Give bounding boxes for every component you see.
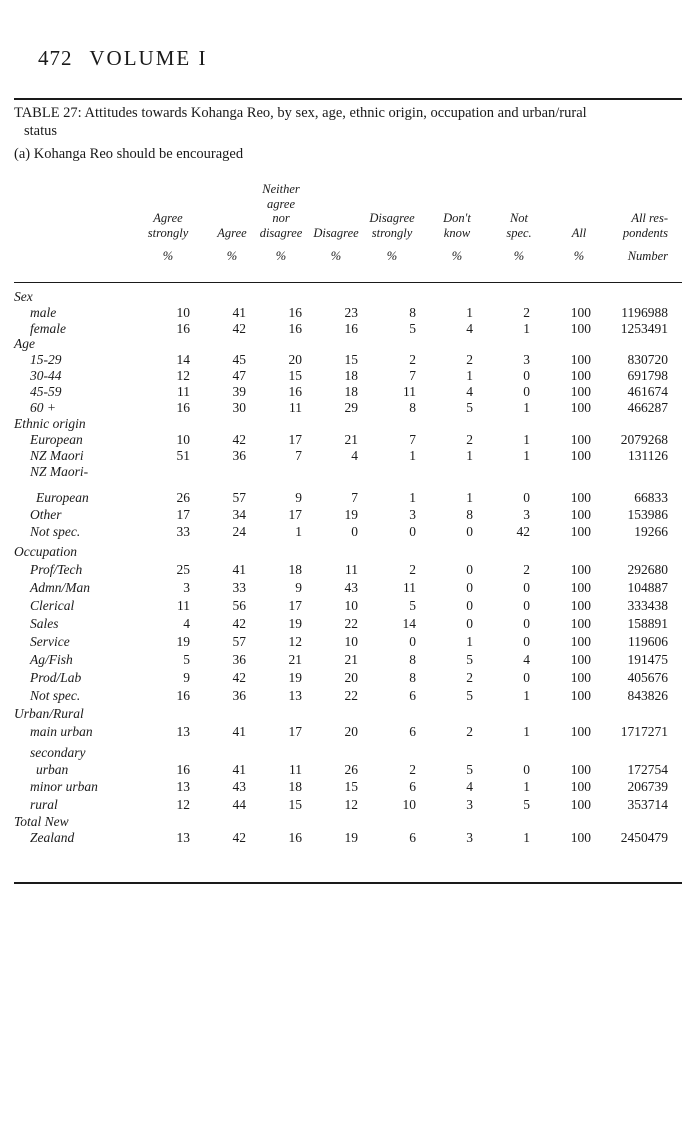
table-cell: 100 xyxy=(570,634,591,649)
table-cell: 20 xyxy=(288,352,302,367)
table-cell: 4 xyxy=(466,384,473,399)
table-cell: 100 xyxy=(570,688,591,703)
table-cell: 100 xyxy=(570,352,591,367)
table-cell: 10 xyxy=(176,305,190,320)
table-cell: 8 xyxy=(466,507,473,522)
table-cell: 57 xyxy=(232,490,246,505)
column-header-line: nor xyxy=(272,211,290,225)
table-cell: 20 xyxy=(344,724,358,739)
table-cell: 2 xyxy=(523,562,530,577)
column-unit: % xyxy=(513,249,525,263)
table-cell: 21 xyxy=(344,652,358,667)
table-cell: 17 xyxy=(288,432,302,447)
table-cell: 5 xyxy=(466,688,473,703)
row-label: minor urban xyxy=(30,779,98,794)
table-cell: 14 xyxy=(176,352,190,367)
table-cell: 36 xyxy=(232,688,246,703)
table-cell: 4 xyxy=(351,448,358,463)
table-cell: 1 xyxy=(523,321,530,336)
column-header-line: All xyxy=(571,225,587,240)
table-cell: 3 xyxy=(409,507,416,522)
table-cell: 29 xyxy=(344,400,358,415)
column-unit: % xyxy=(162,249,174,263)
table-cell: 100 xyxy=(570,830,591,845)
table-cell: 3 xyxy=(183,580,190,595)
table-cell: 191475 xyxy=(627,652,668,667)
table-cell: 0 xyxy=(523,598,530,613)
column-header-line: Agree xyxy=(217,225,247,240)
table-cell: 9 xyxy=(183,670,190,685)
column-unit: % xyxy=(275,249,287,263)
table-cell: 0 xyxy=(523,670,530,685)
table-cell: 16 xyxy=(176,688,190,703)
table-cell: 466287 xyxy=(627,400,668,415)
table-cell: 0 xyxy=(409,634,416,649)
table-cell: 33 xyxy=(232,580,246,595)
table-cell: 42 xyxy=(232,830,246,845)
table-cell: 5 xyxy=(466,400,473,415)
table-cell: 0 xyxy=(466,616,473,631)
table-cell: 57 xyxy=(232,634,246,649)
table-cell: 7 xyxy=(351,490,358,505)
table-cell: 100 xyxy=(570,384,591,399)
table-cell: 42 xyxy=(232,670,246,685)
row-label: secondary xyxy=(30,745,86,760)
table-cell: 15 xyxy=(288,797,302,812)
table-cell: 1 xyxy=(523,724,530,739)
table-cell: 42 xyxy=(232,432,246,447)
table-cell: 8 xyxy=(409,652,416,667)
table-cell: 0 xyxy=(466,524,473,539)
table-cell: 16 xyxy=(176,762,190,777)
table-cell: 100 xyxy=(570,524,591,539)
column-header-line: strongly xyxy=(371,225,413,240)
table-cell: 10 xyxy=(176,432,190,447)
column-unit: % xyxy=(226,249,238,263)
table-cell: 8 xyxy=(409,670,416,685)
row-label: Prod/Lab xyxy=(30,670,82,685)
table-cell: 100 xyxy=(570,779,591,794)
column-header-line: All res- xyxy=(631,211,668,225)
table-cell: 24 xyxy=(232,524,246,539)
table-cell: 5 xyxy=(183,652,190,667)
row-label: European xyxy=(30,432,83,447)
row-label: rural xyxy=(30,797,58,812)
row-group-label: Sex xyxy=(14,289,33,304)
table-cell: 0 xyxy=(523,616,530,631)
table-cell: 7 xyxy=(409,368,416,383)
table-cell: 4 xyxy=(466,779,473,794)
row-label: Prof/Tech xyxy=(30,562,83,577)
row-label: Ag/Fish xyxy=(30,652,73,667)
row-label: 60 + xyxy=(30,400,56,415)
table-cell: 43 xyxy=(344,580,358,595)
table-cell: 206739 xyxy=(627,779,668,794)
table-subtitle: (a) Kohanga Reo should be encouraged xyxy=(14,146,244,162)
table-cell: 12 xyxy=(176,797,190,812)
table-cell: 0 xyxy=(523,368,530,383)
table-cell: 6 xyxy=(409,724,416,739)
table-cell: 41 xyxy=(232,562,246,577)
table-cell: 17 xyxy=(288,507,302,522)
caption-line-2: status xyxy=(24,123,58,139)
table-cell: 16 xyxy=(176,400,190,415)
table-cell: 19 xyxy=(176,634,190,649)
table-cell: 1717271 xyxy=(620,724,668,739)
table-cell: 5 xyxy=(466,762,473,777)
table-cell: 6 xyxy=(409,688,416,703)
column-header-line: Disagree xyxy=(313,225,359,240)
table-cell: 1 xyxy=(523,432,530,447)
table-cell: 9 xyxy=(295,580,302,595)
table-cell: 100 xyxy=(570,562,591,577)
table-cell: 47 xyxy=(232,368,246,383)
table-cell: 2 xyxy=(409,562,416,577)
table-cell: 2 xyxy=(523,305,530,320)
table-cell: 119606 xyxy=(628,634,668,649)
table-cell: 21 xyxy=(288,652,302,667)
table-cell: 100 xyxy=(570,400,591,415)
row-label: male xyxy=(30,305,57,320)
column-unit: Number xyxy=(627,249,668,263)
table-cell: 1 xyxy=(466,368,473,383)
table-cell: 5 xyxy=(409,321,416,336)
table-cell: 1 xyxy=(409,490,416,505)
table-cell: 1 xyxy=(523,830,530,845)
table-cell: 2 xyxy=(466,432,473,447)
column-unit: % xyxy=(573,249,585,263)
table-cell: 2079268 xyxy=(620,432,668,447)
column-unit: % xyxy=(330,249,342,263)
table-cell: 12 xyxy=(176,368,190,383)
table-cell: 1 xyxy=(523,688,530,703)
table-cell: 34 xyxy=(232,507,246,522)
column-header-line: Not xyxy=(509,211,529,225)
table-cell: 1 xyxy=(466,448,473,463)
row-label: Not spec. xyxy=(30,688,81,703)
table-cell: 100 xyxy=(570,598,591,613)
row-label: Not spec. xyxy=(30,524,81,539)
table-cell: 19 xyxy=(288,616,302,631)
table-cell: 13 xyxy=(288,688,302,703)
table-cell: 100 xyxy=(570,490,591,505)
row-label: 15-29 xyxy=(30,352,62,367)
table-cell: 19266 xyxy=(634,524,668,539)
table-cell: 1 xyxy=(466,490,473,505)
table-cell: 2 xyxy=(466,352,473,367)
table-cell: 39 xyxy=(232,384,246,399)
table-cell: 1 xyxy=(523,448,530,463)
row-label: Admn/Man xyxy=(30,580,90,595)
row-label: Service xyxy=(30,634,70,649)
table-cell: 33 xyxy=(176,524,190,539)
table-cell: 1196988 xyxy=(621,305,668,320)
table-cell: 104887 xyxy=(627,580,668,595)
table-cell: 100 xyxy=(570,305,591,320)
table-cell: 0 xyxy=(523,384,530,399)
column-unit: % xyxy=(451,249,463,263)
table-cell: 16 xyxy=(288,321,302,336)
table-cell: 3 xyxy=(523,507,530,522)
table-cell: 44 xyxy=(232,797,246,812)
table-cell: 100 xyxy=(570,321,591,336)
table-cell: 5 xyxy=(523,797,530,812)
table-cell: 16 xyxy=(344,321,358,336)
table-cell: 100 xyxy=(570,670,591,685)
table-cell: 10 xyxy=(344,634,358,649)
table-cell: 45 xyxy=(232,352,246,367)
table-cell: 100 xyxy=(570,507,591,522)
table-cell: 4 xyxy=(183,616,190,631)
row-label: NZ Maori- xyxy=(30,464,89,479)
bottom-rule xyxy=(14,882,682,884)
table-cell: 18 xyxy=(288,779,302,794)
table-cell: 16 xyxy=(288,305,302,320)
table-cell: 11 xyxy=(403,384,416,399)
table-cell: 36 xyxy=(232,448,246,463)
row-group-label: Occupation xyxy=(14,544,77,559)
column-header-line: strongly xyxy=(147,225,189,240)
table-cell: 16 xyxy=(176,321,190,336)
column-header-line: agree xyxy=(267,196,295,211)
table-cell: 26 xyxy=(176,490,190,505)
table-cell: 0 xyxy=(466,562,473,577)
column-header-line: Don't xyxy=(443,211,471,225)
table-cell: 0 xyxy=(466,598,473,613)
table-cell: 100 xyxy=(570,448,591,463)
table-cell: 13 xyxy=(176,779,190,794)
table-cell: 15 xyxy=(344,779,358,794)
table-cell: 11 xyxy=(289,762,302,777)
table-cell: 12 xyxy=(288,634,302,649)
table-cell: 1 xyxy=(409,448,416,463)
table-cell: 691798 xyxy=(627,368,668,383)
table-cell: 15 xyxy=(344,352,358,367)
table-cell: 1253491 xyxy=(620,321,668,336)
table-cell: 11 xyxy=(177,598,190,613)
table-cell: 158891 xyxy=(627,616,668,631)
table-cell: 6 xyxy=(409,830,416,845)
column-header-line: pondents xyxy=(622,225,668,240)
table-cell: 843826 xyxy=(627,688,668,703)
table-cell: 23 xyxy=(344,305,358,320)
table-cell: 13 xyxy=(176,724,190,739)
row-group-label: Total New xyxy=(14,814,69,829)
table-cell: 461674 xyxy=(627,384,668,399)
column-header-line: Neither xyxy=(262,182,300,196)
table-cell: 42 xyxy=(516,524,530,539)
page-number: 472 xyxy=(38,46,73,70)
table-cell: 292680 xyxy=(627,562,668,577)
table-cell: 7 xyxy=(409,432,416,447)
row-label: 30-44 xyxy=(30,368,62,383)
table-cell: 100 xyxy=(570,652,591,667)
row-label: main urban xyxy=(30,724,93,739)
table-cell: 36 xyxy=(232,652,246,667)
table-cell: 0 xyxy=(351,524,358,539)
table-cell: 11 xyxy=(345,562,358,577)
row-label: European xyxy=(36,490,89,505)
column-header-line: Agree xyxy=(153,211,183,225)
table-cell: 6 xyxy=(409,779,416,794)
table-cell: 0 xyxy=(409,524,416,539)
caption-line-1: TABLE 27: Attitudes towards Kohanga Reo, by sex, age, ethnic origin, occupation and urban/rural xyxy=(14,105,587,121)
row-label: Zealand xyxy=(30,830,75,845)
table-cell: 17 xyxy=(288,724,302,739)
table-cell: 5 xyxy=(466,652,473,667)
row-label: NZ Maori xyxy=(30,448,84,463)
table-cell: 100 xyxy=(570,797,591,812)
table-cell: 100 xyxy=(570,762,591,777)
column-header-line: spec. xyxy=(506,225,532,240)
table-cell: 18 xyxy=(344,384,358,399)
table-cell: 19 xyxy=(344,830,358,845)
row-label: Clerical xyxy=(30,598,75,613)
table-cell: 131126 xyxy=(628,448,668,463)
table-cell: 4 xyxy=(523,652,530,667)
table-cell: 8 xyxy=(409,400,416,415)
table-cell: 21 xyxy=(344,432,358,447)
table-cell: 19 xyxy=(344,507,358,522)
table-cell: 2450479 xyxy=(620,830,668,845)
row-label: Other xyxy=(30,507,62,522)
table-cell: 3 xyxy=(466,797,473,812)
table-cell: 26 xyxy=(344,762,358,777)
column-header-line: Disagree xyxy=(369,211,415,225)
table-cell: 16 xyxy=(288,830,302,845)
table-cell: 18 xyxy=(344,368,358,383)
table-cell: 333438 xyxy=(627,598,668,613)
table-cell: 9 xyxy=(295,490,302,505)
table-cell: 3 xyxy=(466,830,473,845)
table-cell: 2 xyxy=(409,762,416,777)
table-cell: 41 xyxy=(232,724,246,739)
table-cell: 100 xyxy=(570,580,591,595)
table-cell: 56 xyxy=(232,598,246,613)
table-cell: 11 xyxy=(403,580,416,595)
table-cell: 830720 xyxy=(627,352,668,367)
table-cell: 16 xyxy=(288,384,302,399)
volume-label: VOLUME I xyxy=(89,46,208,70)
table-cell: 4 xyxy=(466,321,473,336)
table-cell: 22 xyxy=(344,616,358,631)
table-cell: 41 xyxy=(232,305,246,320)
row-label: urban xyxy=(36,762,69,777)
table-cell: 41 xyxy=(232,762,246,777)
table-cell: 11 xyxy=(289,400,302,415)
table-cell: 3 xyxy=(523,352,530,367)
table-cell: 100 xyxy=(570,616,591,631)
table-cell: 172754 xyxy=(627,762,668,777)
table-cell: 19 xyxy=(288,670,302,685)
table-cell: 5 xyxy=(409,598,416,613)
table-cell: 42 xyxy=(232,616,246,631)
table-cell: 2 xyxy=(466,724,473,739)
column-unit: % xyxy=(386,249,398,263)
table-cell: 10 xyxy=(344,598,358,613)
table-cell: 15 xyxy=(288,368,302,383)
table-cell: 0 xyxy=(523,580,530,595)
table-cell: 18 xyxy=(288,562,302,577)
table-cell: 405676 xyxy=(627,670,668,685)
table-cell: 17 xyxy=(288,598,302,613)
table-cell: 13 xyxy=(176,830,190,845)
column-header-line: know xyxy=(443,225,471,240)
table-cell: 30 xyxy=(232,400,246,415)
row-label: 45-59 xyxy=(30,384,62,399)
table-cell: 20 xyxy=(344,670,358,685)
table-cell: 8 xyxy=(409,305,416,320)
table-cell: 153986 xyxy=(627,507,668,522)
row-label: female xyxy=(30,321,66,336)
table-cell: 14 xyxy=(402,616,416,631)
table-cell: 10 xyxy=(402,797,416,812)
row-group-label: Age xyxy=(14,336,35,351)
table-cell: 25 xyxy=(176,562,190,577)
table-cell: 2 xyxy=(466,670,473,685)
table-cell: 1 xyxy=(466,305,473,320)
table-cell: 11 xyxy=(177,384,190,399)
table-cell: 100 xyxy=(570,432,591,447)
row-group-label: Urban/Rural xyxy=(14,706,84,721)
table-cell: 1 xyxy=(523,400,530,415)
table-cell: 1 xyxy=(523,779,530,794)
table-cell: 51 xyxy=(176,448,190,463)
table-cell: 22 xyxy=(344,688,358,703)
table-cell: 353714 xyxy=(627,797,668,812)
row-label: Sales xyxy=(30,616,59,631)
table-cell: 0 xyxy=(523,634,530,649)
table-cell: 0 xyxy=(523,762,530,777)
table-cell: 1 xyxy=(466,634,473,649)
table-cell: 2 xyxy=(409,352,416,367)
table-cell: 66833 xyxy=(634,490,668,505)
table-cell: 100 xyxy=(570,368,591,383)
table-cell: 100 xyxy=(570,724,591,739)
table-cell: 1 xyxy=(295,524,302,539)
row-group-label: Ethnic origin xyxy=(14,416,86,431)
table-cell: 17 xyxy=(176,507,190,522)
column-header-line: disagree xyxy=(259,225,303,240)
table-cell: 7 xyxy=(295,448,302,463)
table-cell: 12 xyxy=(344,797,358,812)
table-cell: 42 xyxy=(232,321,246,336)
table-cell: 0 xyxy=(523,490,530,505)
table-cell: 43 xyxy=(232,779,246,794)
table-cell: 0 xyxy=(466,580,473,595)
